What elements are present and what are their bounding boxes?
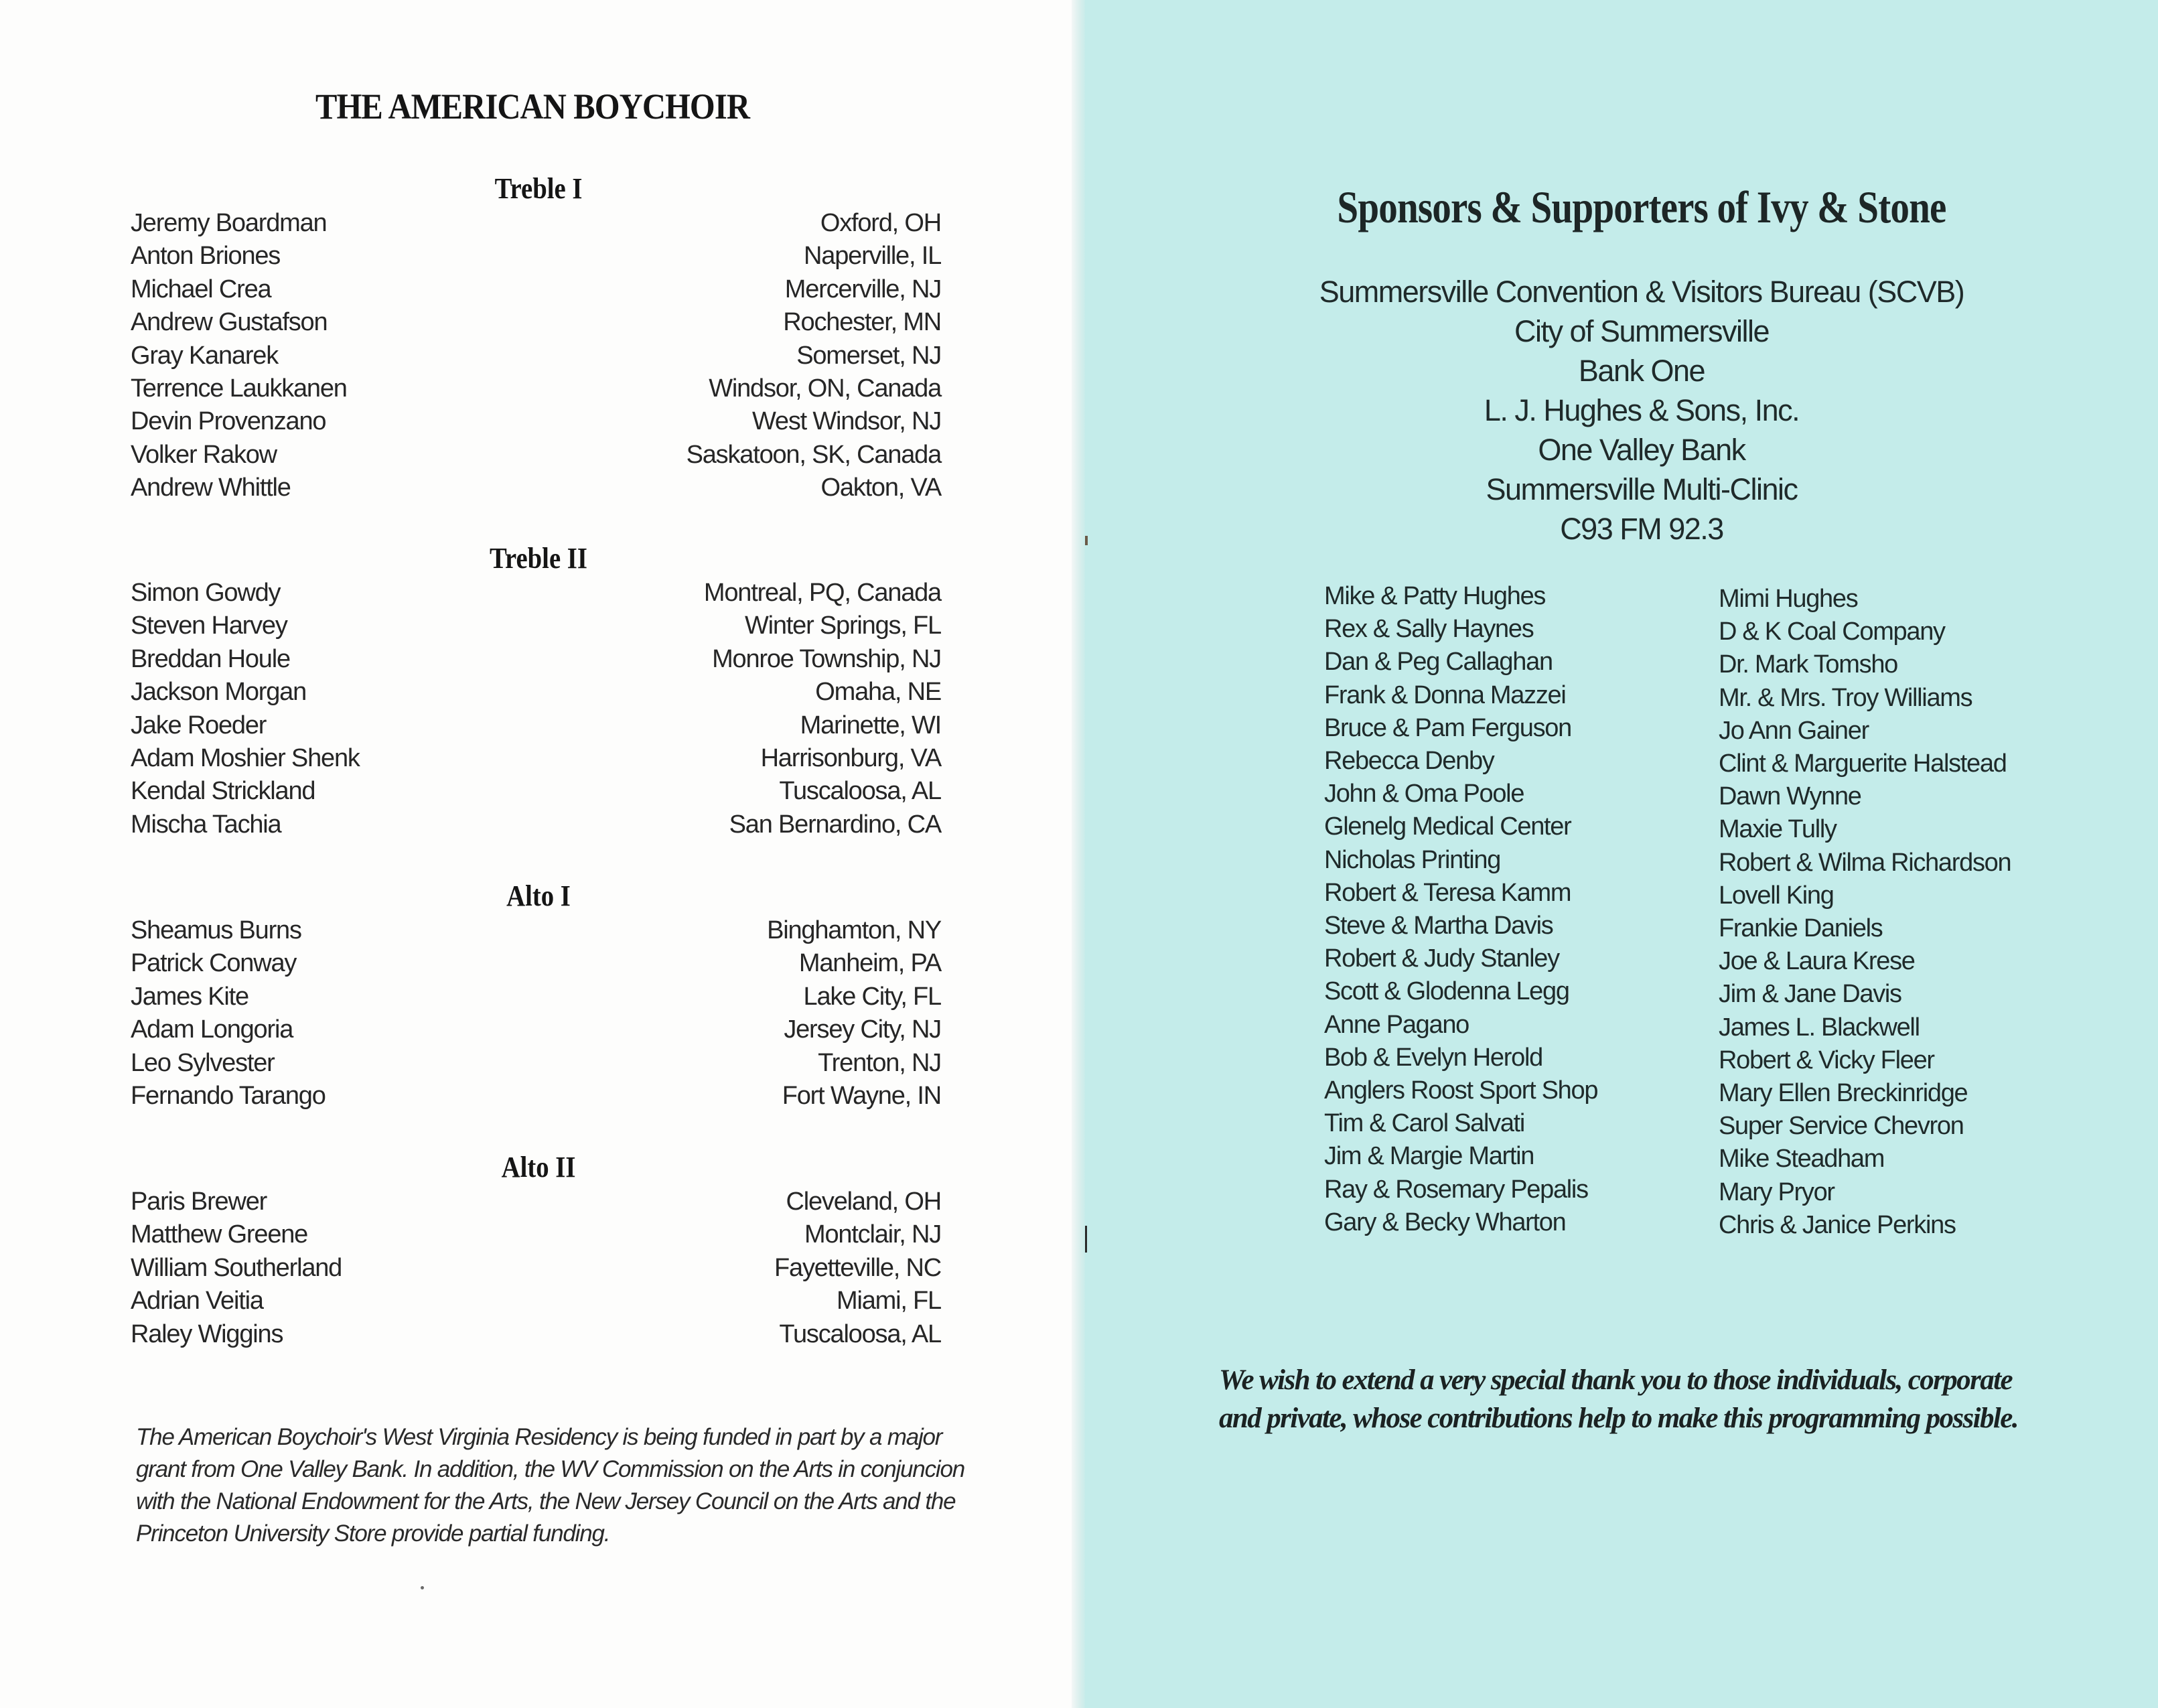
singer-hometown: San Bernardino, CA [729, 810, 941, 839]
singer-hometown: Monroe Township, NJ [712, 644, 941, 673]
singer-hometown: Oakton, VA [820, 474, 941, 502]
singer-row [131, 240, 941, 273]
supporter-name: Steve & Martha Davis [1324, 912, 1553, 940]
supporter-name: James L. Blackwell [1719, 1013, 1920, 1042]
singer-row [131, 947, 941, 980]
supporter-name: Mr. & Mrs. Troy Williams [1719, 683, 1972, 712]
singer-hometown: Rochester, MN [783, 308, 941, 337]
corporate-sponsor: Summersville Multi-Clinic [1486, 472, 1798, 506]
singer-row [131, 1186, 941, 1218]
supporter-name: Mary Ellen Breckinridge [1719, 1079, 1968, 1108]
singer-row [131, 1013, 941, 1046]
singer-name: Steven Harvey [131, 612, 287, 640]
singer-name: William Southerland [131, 1253, 342, 1282]
thank-you-note: We wish to extend a very special thank you to those individuals, corporate and private, whose contributions help to make this programming possible. [1219, 1364, 2018, 1434]
section-alto-2 [131, 1150, 941, 1351]
supporter-name: Maxie Tully [1719, 815, 1837, 844]
singer-row [131, 1285, 941, 1318]
singer-name: Leo Sylvester [131, 1048, 275, 1077]
singer-hometown: Manheim, PA [798, 949, 941, 978]
supporter-name: Robert & Judy Stanley [1324, 944, 1559, 973]
singer-row [131, 1252, 941, 1285]
singer-list [131, 914, 941, 1113]
singer-hometown: Marinette, WI [800, 711, 941, 739]
center-fold [1072, 0, 1086, 1708]
supporter-name: Bob & Evelyn Herold [1324, 1043, 1542, 1072]
supporter-name: Dan & Peg Callaghan [1324, 648, 1553, 677]
supporter-name: Anglers Roost Sport Shop [1324, 1076, 1598, 1105]
supporter-name: Chris & Janice Perkins [1719, 1210, 1956, 1239]
corporate-sponsor-list [1085, 272, 2158, 549]
singer-name: Adam Moshier Shenk [131, 743, 360, 772]
right-page [1085, 0, 2158, 1708]
supporter-name: Rebecca Denby [1324, 747, 1494, 776]
supporter-name: Anne Pagano [1324, 1010, 1469, 1039]
singer-row [131, 808, 941, 841]
sponsors-title: Sponsors & Supporters of Ivy & Stone [1337, 182, 1946, 232]
corporate-sponsor: C93 FM 92.3 [1560, 512, 1723, 546]
supporter-name: Robert & Wilma Richardson [1719, 848, 2011, 877]
section-treble-2 [131, 541, 941, 841]
funding-note: The American Boychoir's West Virginia Residency is being funded in part by a major grant from One Valley Bank. In addition, the WV Commission on the Arts in conjuncion with the National Endowment for the Arts, the New Jersey Council on the Arts and the Princeton University Store provide partial funding. [136, 1424, 964, 1547]
singer-name: Adrian Veitia [131, 1287, 263, 1315]
singer-hometown: Windsor, ON, Canada [709, 374, 941, 403]
supporter-name: Bruce & Pam Ferguson [1324, 713, 1571, 742]
corporate-sponsor: City of Summersville [1514, 314, 1770, 348]
supporter-name: Robert & Vicky Fleer [1719, 1046, 1934, 1074]
supporter-name: Frank & Donna Mazzei [1324, 681, 1566, 709]
singer-name: Raley Wiggins [131, 1320, 283, 1348]
singer-name: Andrew Gustafson [131, 308, 328, 337]
singer-row [131, 306, 941, 339]
singer-name: Adam Longoria [131, 1015, 293, 1044]
singer-hometown: Lake City, FL [803, 982, 941, 1011]
singer-row [131, 981, 941, 1013]
section-heading: Treble I [494, 172, 583, 205]
corporate-sponsor: L. J. Hughes & Sons, Inc. [1484, 393, 1800, 427]
singer-name: Jeremy Boardman [131, 209, 327, 237]
singer-name: Fernando Tarango [131, 1081, 326, 1110]
supporter-name: Jim & Margie Martin [1324, 1142, 1534, 1171]
singer-hometown: Cleveland, OH [786, 1188, 941, 1216]
singer-hometown: Mercerville, NJ [784, 275, 941, 303]
supporter-name: Rex & Sally Haynes [1324, 615, 1534, 644]
supporter-name: Super Service Chevron [1719, 1112, 1964, 1141]
singer-hometown: Jersey City, NJ [784, 1015, 941, 1044]
supporter-name: Glenelg Medical Center [1324, 812, 1571, 841]
singer-hometown: Oxford, OH [820, 209, 941, 237]
supporter-name: Mary Pryor [1719, 1178, 1835, 1206]
section-heading: Alto I [506, 879, 571, 912]
supporter-name: D & K Coal Company [1719, 618, 1945, 646]
supporter-name: Dr. Mark Tomsho [1719, 650, 1897, 679]
section-heading: Alto II [501, 1151, 576, 1184]
singer-name: Jake Roeder [131, 711, 267, 739]
singer-hometown: Montclair, NJ [804, 1220, 941, 1249]
supporter-name: Gary & Becky Wharton [1324, 1208, 1566, 1236]
singer-hometown: Saskatoon, SK, Canada [686, 440, 941, 469]
print-speck [421, 1586, 424, 1589]
supporter-name: Mike Steadham [1719, 1145, 1885, 1173]
singer-name: Andrew Whittle [131, 474, 291, 502]
supporter-name: Dawn Wynne [1719, 782, 1861, 811]
singer-hometown: Trenton, NJ [818, 1048, 941, 1077]
singer-hometown: Somerset, NJ [796, 341, 941, 370]
singer-hometown: Naperville, IL [804, 242, 941, 271]
singer-row [131, 405, 941, 438]
singer-name: Breddan Houle [131, 644, 290, 673]
singer-list [131, 1186, 941, 1351]
section-alto-1 [131, 879, 941, 1113]
choir-title: THE AMERICAN BOYCHOIR [315, 86, 750, 127]
singer-row [131, 1318, 941, 1351]
singer-list [131, 577, 941, 841]
singer-row [131, 207, 941, 240]
singer-hometown: Tuscaloosa, AL [779, 777, 941, 806]
singer-name: James Kite [131, 982, 248, 1011]
singer-name: Paris Brewer [131, 1188, 267, 1216]
singer-name: Kendal Strickland [131, 777, 315, 806]
singer-name: Mischa Tachia [131, 810, 281, 839]
singer-row [131, 914, 941, 947]
singer-list [131, 207, 941, 505]
singer-name: Simon Gowdy [131, 579, 281, 607]
singer-row [131, 1080, 941, 1113]
section-heading: Treble II [490, 542, 587, 575]
supporter-name: Clint & Marguerite Halstead [1719, 750, 2007, 778]
supporters-column-1 [1324, 580, 1597, 1239]
singer-name: Jackson Morgan [131, 678, 307, 707]
singer-row [131, 1047, 941, 1080]
singer-name: Michael Crea [131, 275, 271, 303]
singer-hometown: Miami, FL [837, 1287, 941, 1315]
singer-name: Matthew Greene [131, 1220, 308, 1249]
singer-row [131, 709, 941, 742]
singer-name: Anton Briones [131, 242, 281, 271]
singer-name: Devin Provenzano [131, 407, 326, 436]
supporter-name: Tim & Carol Salvati [1324, 1109, 1525, 1138]
singer-hometown: Tuscaloosa, AL [779, 1320, 941, 1348]
binding-mark [1085, 536, 1088, 545]
singer-row [131, 1218, 941, 1251]
singer-hometown: Harrisonburg, VA [760, 743, 941, 772]
singer-row [131, 775, 941, 808]
singer-name: Gray Kanarek [131, 341, 279, 370]
supporter-name: Joe & Laura Krese [1719, 947, 1915, 976]
singer-row [131, 610, 941, 642]
supporter-name: Scott & Glodenna Legg [1324, 977, 1569, 1006]
supporter-name: Jo Ann Gainer [1719, 716, 1869, 745]
singer-name: Patrick Conway [131, 949, 297, 978]
singer-row [131, 577, 941, 610]
singer-row [131, 273, 941, 306]
singer-row [131, 643, 941, 676]
singer-hometown: Omaha, NE [815, 678, 941, 707]
supporter-name: John & Oma Poole [1324, 780, 1524, 808]
corporate-sponsor: Bank One [1578, 354, 1705, 388]
singer-hometown: Fayetteville, NC [774, 1253, 941, 1282]
singer-name: Volker Rakow [131, 440, 277, 469]
supporters-column-2 [1719, 583, 2011, 1242]
supporter-name: Robert & Teresa Kamm [1324, 878, 1571, 907]
corporate-sponsor: One Valley Bank [1538, 433, 1745, 467]
supporter-name: Lovell King [1719, 881, 1834, 910]
singer-hometown: Winter Springs, FL [744, 612, 941, 640]
supporter-name: Jim & Jane Davis [1719, 980, 1901, 1009]
singer-name: Sheamus Burns [131, 916, 301, 944]
singer-hometown: Montreal, PQ, Canada [703, 579, 941, 607]
singer-row [131, 742, 941, 775]
corporate-sponsor: Summersville Convention & Visitors Bureau (SCVB) [1319, 275, 1964, 309]
singer-row [131, 472, 941, 504]
singer-hometown: Binghamton, NY [767, 916, 941, 944]
singer-row [131, 676, 941, 709]
section-treble-1 [131, 171, 941, 505]
binding-mark [1085, 1226, 1087, 1253]
singer-name: Terrence Laukkanen [131, 374, 347, 403]
supporter-name: Mimi Hughes [1719, 585, 1858, 613]
supporter-name: Nicholas Printing [1324, 845, 1501, 874]
singer-row [131, 372, 941, 405]
supporter-name: Ray & Rosemary Pepalis [1324, 1175, 1588, 1204]
singer-row [131, 340, 941, 372]
singer-hometown: Fort Wayne, IN [782, 1081, 941, 1110]
singer-hometown: West Windsor, NJ [751, 407, 941, 436]
singer-row [131, 439, 941, 472]
supporter-name: Mike & Patty Hughes [1324, 582, 1546, 610]
supporter-name: Frankie Daniels [1719, 914, 1883, 943]
